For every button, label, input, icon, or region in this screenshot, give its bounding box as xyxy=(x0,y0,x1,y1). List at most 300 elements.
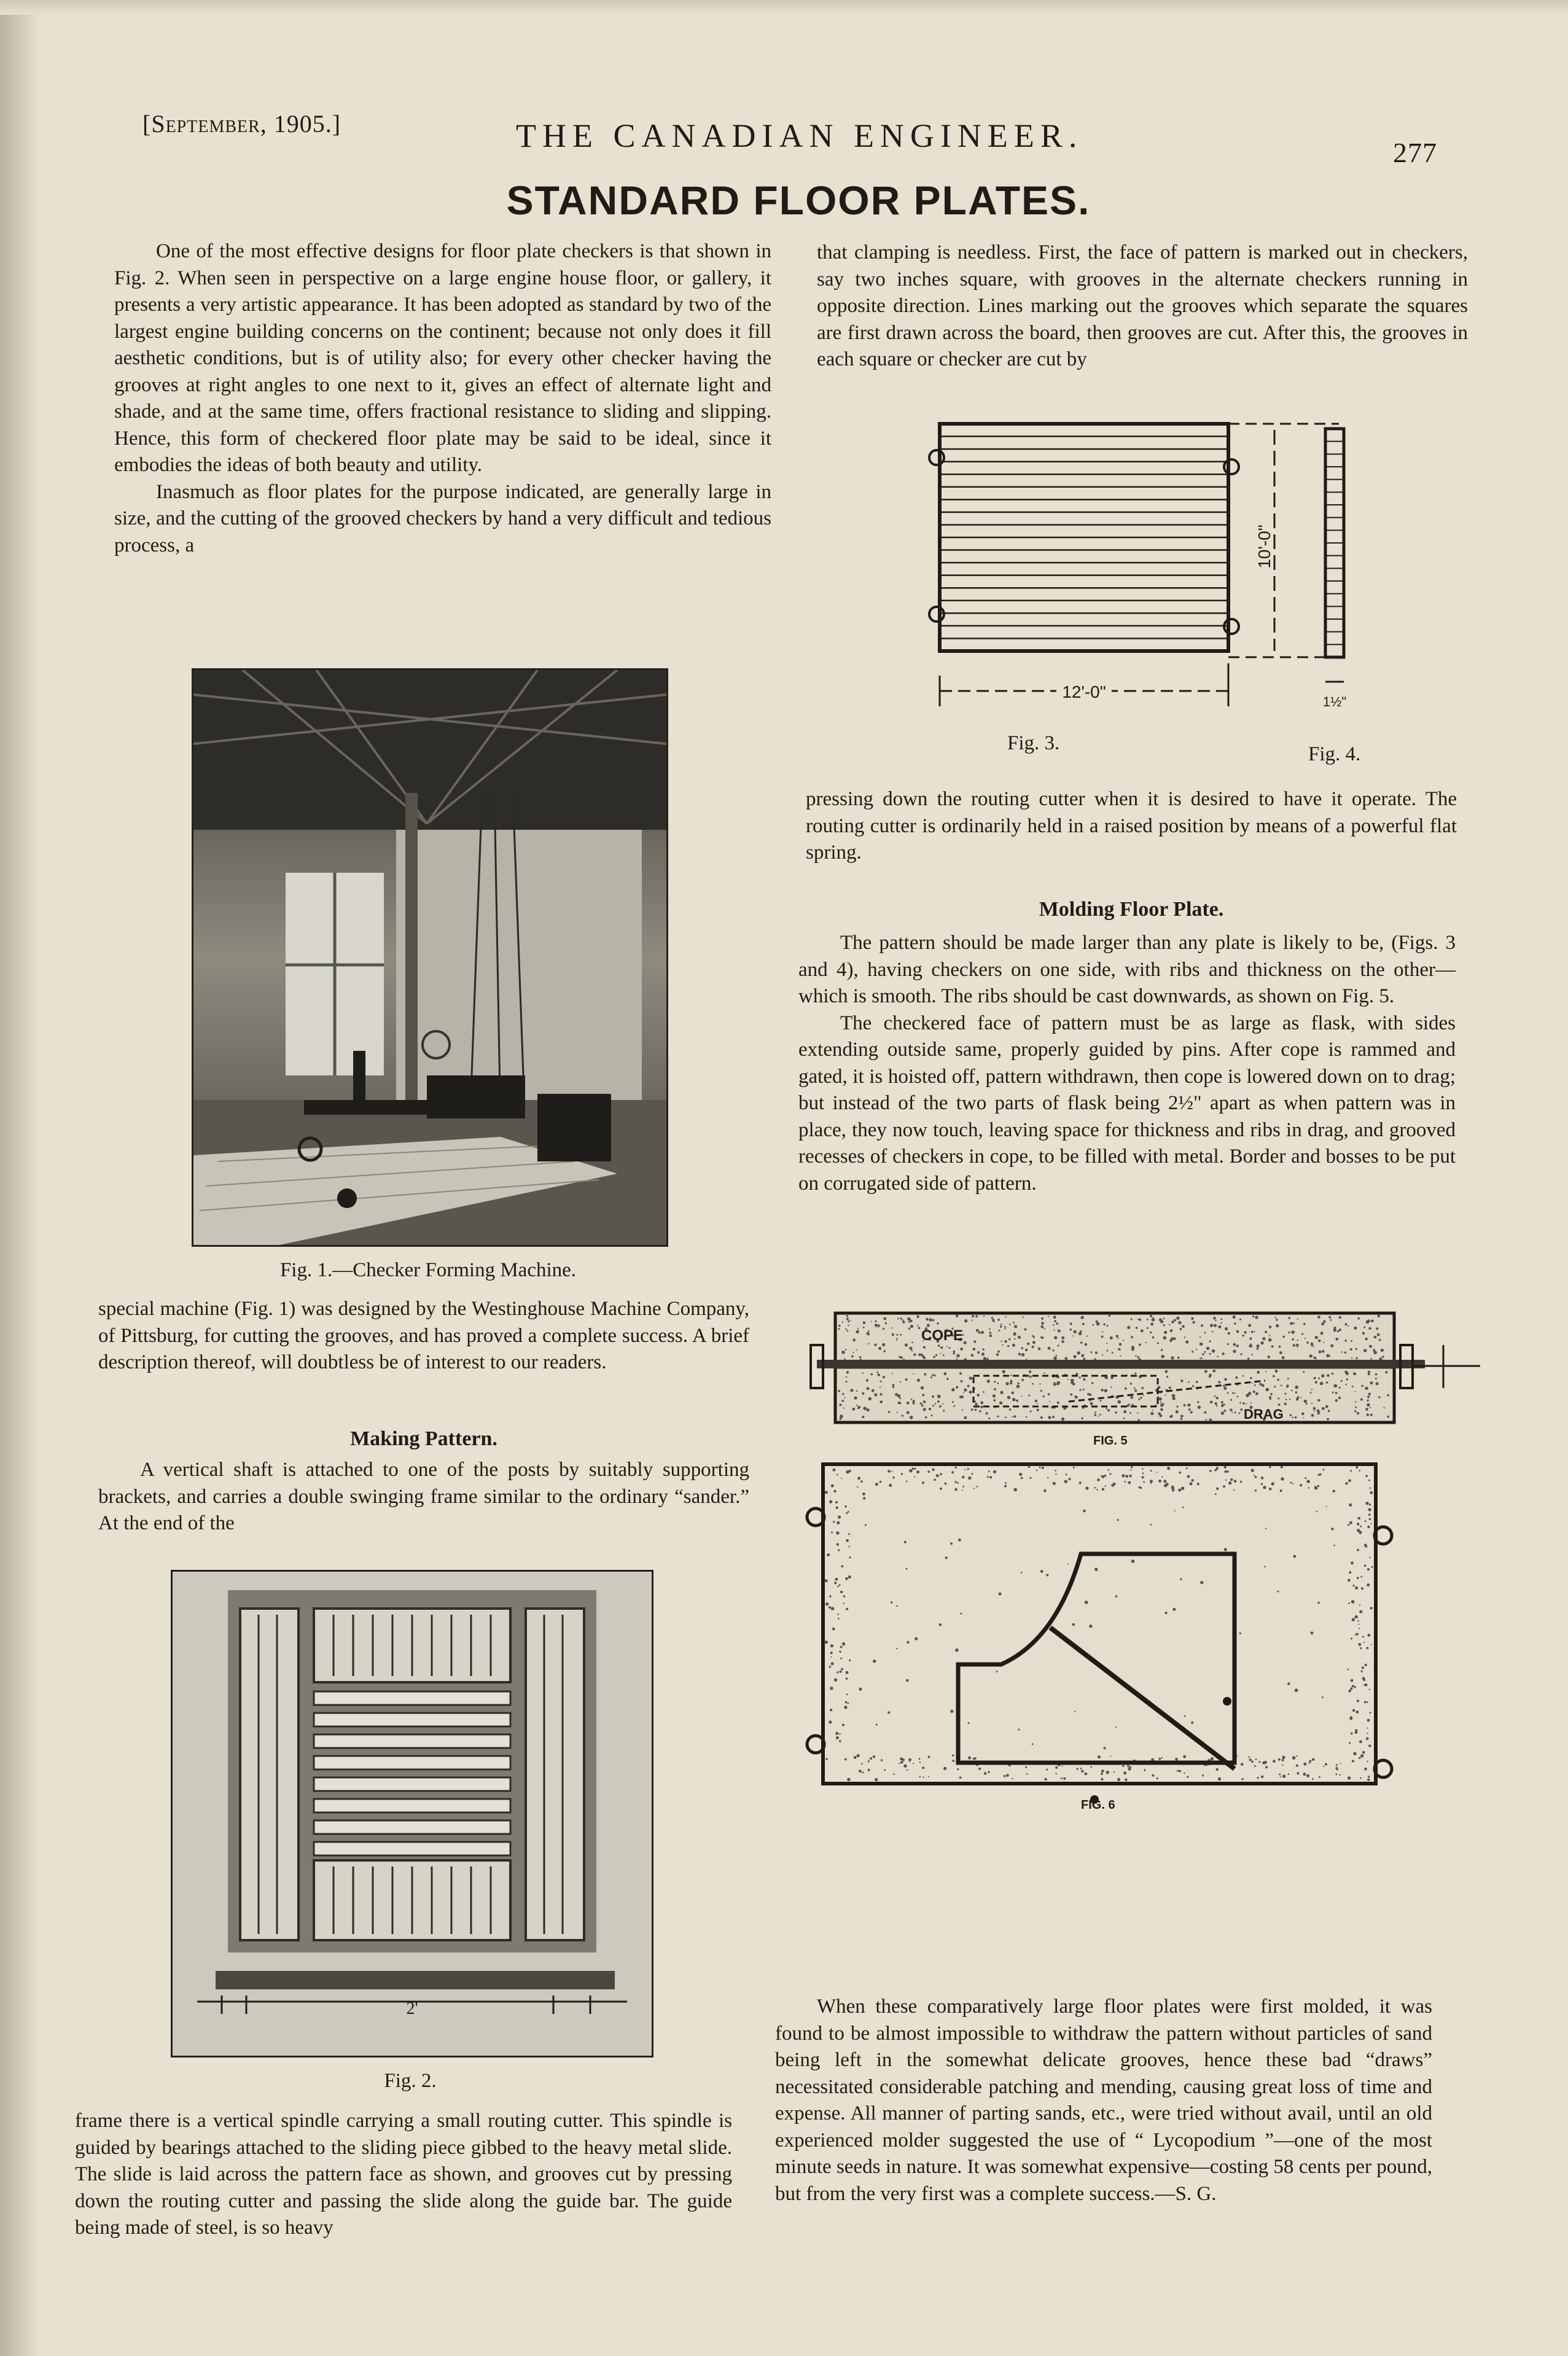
sand-dot xyxy=(1135,1355,1137,1357)
sand-dot xyxy=(1101,1335,1104,1338)
sand-dot xyxy=(1116,1335,1119,1338)
sand-dot xyxy=(1359,1610,1362,1613)
sand-dot xyxy=(1370,1712,1371,1714)
sand-dot xyxy=(1358,1624,1359,1625)
sand-dot xyxy=(1357,1699,1359,1702)
sand-dot xyxy=(844,1706,847,1709)
sand-dot xyxy=(1348,1690,1351,1693)
sand-dot xyxy=(831,1484,834,1488)
sand-dot xyxy=(1206,1419,1207,1421)
sand-dot xyxy=(837,1585,839,1587)
sand-dot xyxy=(888,1411,891,1413)
sand-dot xyxy=(900,1381,901,1383)
sand-dot xyxy=(1201,1324,1203,1327)
sand-dot xyxy=(873,1660,876,1663)
sand-dot xyxy=(1142,1468,1144,1470)
sand-dot xyxy=(1160,1408,1163,1411)
sand-dot xyxy=(868,1343,869,1344)
page-number: 277 xyxy=(1393,137,1437,168)
sand-dot xyxy=(1021,1347,1023,1349)
sand-dot xyxy=(1215,1493,1217,1495)
sand-dot xyxy=(1359,1628,1360,1629)
sand-dot xyxy=(1176,1410,1179,1413)
sand-dot xyxy=(937,1400,940,1403)
sand-dot xyxy=(904,1541,907,1543)
sand-dot xyxy=(838,1390,840,1392)
sand-dot xyxy=(1370,1491,1373,1494)
sand-dot xyxy=(848,1575,851,1578)
sand-dot xyxy=(1053,1324,1055,1326)
sand-dot xyxy=(971,1473,973,1475)
paragraph: One of the most effective designs for floor plate checkers is that shown in Fig. 2. When seen in perspective on a large engine house floor, or gallery, it presents a very artistic appearance. It has been adopted as standard by two of the largest engine building concerns on the continent; because not only does it fill aesthetic conditions, but is of utility also; for every other checker having the grooves at right angles to one next to it, gives an effect of alternate light and shade, and at the same time, offers fractional resistance to sliding and slipping. Hence, this form of checkered floor plate may be said to be ideal, since it embodies the ideas of both beauty and utility. xyxy=(114,240,771,476)
sand-dot xyxy=(1255,1489,1257,1491)
sand-dot xyxy=(956,1314,959,1317)
sand-dot xyxy=(1104,1389,1107,1392)
sand-dot xyxy=(906,1568,908,1570)
sand-dot xyxy=(1369,1518,1371,1521)
sand-dot xyxy=(1023,1317,1024,1318)
sand-dot xyxy=(857,1754,860,1757)
sand-dot xyxy=(1325,1405,1328,1408)
sand-dot xyxy=(1044,1328,1045,1329)
sand-dot xyxy=(1357,1577,1359,1579)
sand-dot xyxy=(825,1758,828,1760)
sand-dot xyxy=(1246,1394,1249,1397)
sand-dot xyxy=(1134,1373,1136,1375)
sand-dot xyxy=(1200,1581,1203,1584)
sand-dot xyxy=(1265,1371,1266,1372)
sand-dot xyxy=(1100,1475,1101,1476)
sand-dot xyxy=(1122,1765,1124,1767)
sand-dot xyxy=(1385,1371,1387,1373)
sand-dot xyxy=(883,1376,885,1378)
sand-dot xyxy=(846,1317,849,1320)
sand-dot xyxy=(1012,1344,1015,1347)
sand-dot xyxy=(1159,1397,1162,1400)
sand-dot xyxy=(1263,1486,1266,1489)
sand-dot xyxy=(867,1333,870,1336)
sand-dot xyxy=(1351,1340,1352,1342)
sand-dot xyxy=(1360,1526,1362,1527)
sand-dot xyxy=(1216,1397,1219,1399)
sand-dot xyxy=(915,1468,916,1470)
sand-dot xyxy=(837,1613,839,1615)
sand-dot xyxy=(875,1324,878,1327)
sand-dot xyxy=(1353,1585,1355,1586)
sand-dot xyxy=(846,1470,849,1474)
fig3-width-label: 12'-0" xyxy=(1062,682,1106,701)
sand-dot xyxy=(1098,1322,1099,1324)
sand-dot xyxy=(1351,1561,1354,1564)
sand-dot xyxy=(1360,1576,1362,1578)
sand-dot xyxy=(1327,1418,1329,1421)
sand-dot xyxy=(1143,1395,1144,1396)
sand-dot xyxy=(836,1507,838,1509)
sand-dot xyxy=(1210,1324,1213,1327)
sand-dot xyxy=(870,1757,872,1760)
sand-dot xyxy=(978,1331,981,1333)
sand-dot xyxy=(1081,1770,1083,1773)
sand-dot xyxy=(1137,1356,1139,1358)
sand-dot xyxy=(996,1671,998,1672)
sand-dot xyxy=(1357,1412,1359,1414)
sand-dot xyxy=(980,1406,983,1408)
subhead-making-pattern: Making Pattern. xyxy=(350,1427,497,1450)
sand-dot xyxy=(838,1328,840,1330)
sand-dot xyxy=(1248,1324,1251,1327)
sand-dot xyxy=(1185,1340,1188,1343)
sand-dot xyxy=(1141,1330,1144,1333)
sand-dot xyxy=(1001,1341,1002,1342)
sand-dot xyxy=(1012,1398,1016,1402)
sand-dot xyxy=(860,1480,863,1483)
sand-dot xyxy=(1376,1382,1379,1385)
sand-dot xyxy=(1375,1373,1378,1376)
sand-dot xyxy=(1284,1393,1286,1395)
sand-dot xyxy=(1240,1481,1242,1483)
sand-dot xyxy=(1345,1482,1348,1484)
sand-dot xyxy=(1277,1591,1279,1593)
sand-dot xyxy=(1363,1642,1365,1643)
sand-dot xyxy=(863,1327,865,1328)
sand-dot xyxy=(1228,1332,1230,1335)
sand-dot xyxy=(1145,1342,1147,1343)
sand-dot xyxy=(1303,1763,1306,1766)
sand-dot xyxy=(1165,1612,1168,1614)
sand-dot xyxy=(1156,1472,1158,1473)
sand-dot xyxy=(898,1402,901,1405)
sand-dot xyxy=(1292,1756,1296,1760)
sand-dot xyxy=(952,1760,954,1762)
sand-dot xyxy=(1053,1482,1056,1485)
sand-dot xyxy=(1061,1336,1064,1340)
sand-dot xyxy=(1306,1341,1309,1344)
sand-dot xyxy=(1115,1411,1117,1414)
sand-dot xyxy=(913,1373,915,1375)
sand-dot xyxy=(859,1356,861,1358)
sand-dot xyxy=(906,1679,909,1682)
sand-dot xyxy=(1328,1410,1330,1412)
sand-dot xyxy=(917,1379,920,1382)
sand-dot xyxy=(989,1328,991,1330)
sand-dot xyxy=(1288,1773,1290,1775)
sand-dot xyxy=(971,1354,974,1357)
sand-dot xyxy=(939,1623,942,1626)
paragraph: special machine (Fig. 1) was designed by the Westinghouse Machine Company, of Pittsburg, for cutting the grooves, and has proved a complete success. A brief description thereof, will doubtless be of interest to our readers. xyxy=(98,1298,749,1373)
sand-dot xyxy=(1021,1353,1024,1356)
sand-dot xyxy=(1039,1467,1041,1469)
sand-dot xyxy=(1367,1395,1370,1398)
sand-dot xyxy=(1230,1478,1233,1481)
sand-dot xyxy=(983,1316,985,1317)
sand-dot xyxy=(1197,1483,1199,1485)
sand-dot xyxy=(937,1395,941,1398)
sand-dot xyxy=(1350,1470,1352,1472)
sand-dot xyxy=(854,1756,857,1759)
sand-dot xyxy=(1368,1508,1371,1511)
sand-dot xyxy=(1239,1319,1241,1320)
sand-dot xyxy=(1235,1392,1236,1394)
sand-dot xyxy=(968,1722,970,1724)
sand-dot xyxy=(1009,1408,1012,1411)
sand-dot xyxy=(1160,1402,1162,1403)
sand-dot xyxy=(1247,1357,1250,1360)
sand-dot xyxy=(1061,1777,1063,1779)
sand-dot xyxy=(830,1687,833,1690)
sand-dot xyxy=(1368,1327,1371,1330)
sand-dot xyxy=(841,1478,842,1479)
sand-dot xyxy=(1368,1393,1371,1396)
sand-dot xyxy=(1204,1370,1207,1373)
sand-dot xyxy=(1036,1470,1038,1472)
sand-dot xyxy=(1365,1664,1367,1666)
sand-dot xyxy=(1252,1316,1254,1317)
sand-dot xyxy=(1212,1349,1215,1353)
sand-dot xyxy=(1106,1408,1107,1410)
sand-dot xyxy=(1269,1466,1271,1468)
sand-dot xyxy=(1371,1566,1373,1568)
sand-dot xyxy=(1180,1379,1183,1382)
sand-dot xyxy=(1073,1467,1075,1469)
sand-dot xyxy=(1163,1317,1165,1319)
sand-dot xyxy=(987,1379,990,1383)
sand-dot xyxy=(1288,1317,1290,1319)
sand-dot xyxy=(1055,1470,1056,1472)
sand-dot xyxy=(1367,1568,1370,1570)
sand-dot xyxy=(1099,1414,1101,1416)
sand-dot xyxy=(988,1771,989,1773)
sand-dot xyxy=(1233,1316,1236,1319)
sand-dot xyxy=(1046,1574,1048,1577)
sand-dot xyxy=(1346,1378,1348,1380)
sand-dot xyxy=(977,1351,980,1354)
sand-dot xyxy=(1296,1344,1298,1346)
sand-dot xyxy=(839,1584,841,1586)
sand-dot xyxy=(997,1416,999,1418)
sand-dot xyxy=(1107,1350,1109,1352)
sand-dot xyxy=(1227,1343,1229,1345)
sand-dot xyxy=(978,1768,981,1770)
sand-dot xyxy=(913,1763,914,1764)
sand-dot xyxy=(1182,1325,1185,1328)
sand-dot xyxy=(1150,1412,1153,1415)
sand-dot xyxy=(1018,1729,1020,1731)
sand-dot xyxy=(1118,1348,1119,1349)
sand-dot xyxy=(986,1358,989,1360)
sand-dot xyxy=(962,1409,963,1410)
sand-dot xyxy=(1041,1317,1043,1320)
sand-dot xyxy=(1328,1316,1331,1319)
sand-dot xyxy=(1356,1710,1359,1714)
sand-dot xyxy=(1322,1407,1325,1410)
sand-dot xyxy=(1131,1348,1134,1351)
sand-dot xyxy=(1366,1737,1368,1739)
sand-dot xyxy=(852,1352,854,1353)
sand-dot xyxy=(1231,1412,1233,1413)
sand-dot xyxy=(829,1606,831,1609)
sand-dot xyxy=(1341,1351,1343,1352)
sand-dot xyxy=(1363,1684,1365,1685)
sand-dot xyxy=(1240,1408,1242,1411)
sand-dot xyxy=(1161,1757,1163,1758)
sand-dot xyxy=(1074,1330,1077,1333)
sand-dot xyxy=(979,1410,981,1413)
sand-dot xyxy=(1317,1316,1320,1319)
sand-dot xyxy=(829,1720,832,1723)
sand-dot xyxy=(1002,1344,1004,1346)
fig1-photo xyxy=(192,668,668,1247)
sand-dot xyxy=(1351,1733,1353,1735)
sand-dot xyxy=(1250,1377,1252,1379)
sand-dot xyxy=(1180,1414,1184,1418)
sand-dot xyxy=(1008,1338,1010,1340)
sand-dot xyxy=(1007,1345,1009,1347)
sand-dot xyxy=(1140,1397,1142,1399)
sand-dot xyxy=(1115,1595,1118,1597)
sand-dot xyxy=(891,1327,892,1328)
sand-dot xyxy=(950,1710,953,1713)
sand-dot xyxy=(1323,1320,1326,1323)
sand-dot xyxy=(1009,1324,1011,1325)
sand-dot xyxy=(1257,1344,1260,1348)
sand-dot xyxy=(1062,1766,1063,1767)
sand-dot xyxy=(1184,1715,1186,1717)
sand-dot xyxy=(887,1711,890,1714)
sand-dot xyxy=(1072,1335,1074,1336)
sand-dot xyxy=(936,1474,939,1477)
sand-dot xyxy=(1252,1383,1253,1384)
sand-dot xyxy=(1271,1345,1274,1348)
sand-dot xyxy=(933,1356,935,1359)
sand-dot xyxy=(1082,1323,1085,1325)
sand-dot xyxy=(1242,1778,1244,1780)
sand-dot xyxy=(891,1601,892,1603)
sand-dot xyxy=(1344,1352,1346,1354)
sand-dot xyxy=(1199,1336,1201,1338)
sand-dot xyxy=(1360,1754,1363,1757)
sand-dot xyxy=(1209,1419,1212,1422)
article-title: STANDARD FLOOR PLATES. xyxy=(506,177,1091,223)
sand-dot xyxy=(874,1344,876,1346)
sand-dot xyxy=(1308,1487,1310,1489)
fig5-caption: FIG. 5 xyxy=(1093,1434,1128,1448)
sand-dot xyxy=(1288,1332,1290,1333)
sand-dot xyxy=(999,1593,1002,1596)
sand-dot xyxy=(889,1484,892,1487)
sand-dot xyxy=(1216,1467,1218,1469)
sand-dot xyxy=(1103,1324,1106,1326)
sand-dot xyxy=(892,1476,894,1478)
sand-dot xyxy=(1182,1507,1184,1508)
sand-dot xyxy=(1081,1418,1083,1419)
sand-dot xyxy=(1070,1394,1072,1396)
right-column-middle xyxy=(806,786,1457,867)
sand-dot xyxy=(1139,1343,1141,1346)
sand-dot xyxy=(1265,1528,1266,1529)
paragraph: When these comparatively large floor plates were first molded, it was found to be almost impossible to withdraw the pattern without particles of sand being left in the somewhat delicate grooves, hence these bad “draws” necessitated considerable patching and mending, causing great loss of time and expense. All manner of parting sands, etc., were tried without avail, until an old experienced molder suggested the use of “ Lycopodium ”—one of the most minute seeds in nature. It was somewhat expensive—costing 58 cents per pound, but from the very first was a complete success.—S. G. xyxy=(775,1995,1432,2205)
sand-dot xyxy=(1028,1465,1031,1468)
sand-dot xyxy=(1235,1376,1238,1379)
sand-dot xyxy=(1054,1320,1056,1322)
sand-dot xyxy=(1318,1474,1320,1476)
sand-dot xyxy=(1363,1349,1367,1352)
sand-dot xyxy=(880,1381,882,1383)
sand-dot xyxy=(1197,1401,1199,1403)
sand-dot xyxy=(1350,1348,1352,1351)
sand-dot xyxy=(1041,1322,1044,1325)
sand-dot xyxy=(1150,1470,1152,1472)
sand-dot xyxy=(1223,1485,1225,1488)
sand-dot xyxy=(1363,1327,1365,1328)
sand-dot xyxy=(1013,1415,1016,1418)
sand-dot xyxy=(1368,1480,1370,1481)
sand-dot xyxy=(831,1662,834,1665)
sand-dot xyxy=(1355,1634,1357,1636)
sand-dot xyxy=(1359,1643,1362,1646)
sand-dot xyxy=(1270,1393,1273,1395)
sand-dot xyxy=(1318,1340,1321,1343)
svg-text:2': 2' xyxy=(406,1999,418,2018)
sand-dot xyxy=(856,1330,859,1333)
sand-dot xyxy=(827,1554,829,1556)
sand-dot xyxy=(962,1476,964,1478)
sand-dot xyxy=(1305,1477,1306,1479)
sand-dot xyxy=(1323,1342,1324,1343)
sand-dot xyxy=(1104,1747,1106,1749)
sand-dot xyxy=(1316,1511,1317,1512)
sand-dot xyxy=(1290,1482,1292,1484)
sand-dot xyxy=(942,1403,943,1405)
sand-dot xyxy=(919,1776,921,1778)
sand-dot xyxy=(917,1325,918,1326)
sand-dot xyxy=(1248,1757,1250,1758)
sand-dot xyxy=(909,1347,912,1350)
sand-dot xyxy=(838,1325,841,1327)
sand-dot xyxy=(1188,1381,1190,1383)
sand-dot xyxy=(1167,1467,1170,1470)
sand-dot xyxy=(834,1678,837,1681)
sand-dot xyxy=(1254,1765,1256,1767)
sand-dot xyxy=(946,1346,948,1348)
sand-dot xyxy=(839,1740,841,1742)
sand-dot xyxy=(1142,1472,1144,1474)
sand-dot xyxy=(1000,1324,1002,1325)
sand-dot xyxy=(1193,1321,1195,1324)
sand-dot xyxy=(829,1595,832,1597)
sand-dot xyxy=(943,1410,945,1411)
sand-dot xyxy=(845,1701,848,1704)
sand-dot xyxy=(912,1467,915,1470)
sand-dot xyxy=(1255,1392,1258,1395)
sand-dot xyxy=(1287,1682,1290,1685)
sand-dot xyxy=(1037,1403,1038,1404)
sand-dot xyxy=(1257,1371,1260,1374)
sand-dot xyxy=(1098,1416,1099,1417)
sand-dot xyxy=(1340,1763,1341,1765)
sand-dot xyxy=(1326,1506,1327,1507)
sand-dot xyxy=(1021,1477,1023,1480)
sand-dot xyxy=(1072,1383,1075,1385)
sand-dot xyxy=(1170,1329,1173,1332)
left-column-lower xyxy=(98,1457,749,1537)
sand-dot xyxy=(856,1405,858,1406)
sand-dot xyxy=(1365,1475,1368,1477)
sand-dot xyxy=(1371,1319,1374,1322)
sand-dot xyxy=(927,1324,930,1327)
sand-dot xyxy=(1223,1404,1225,1406)
sand-dot xyxy=(840,1671,842,1673)
sand-dot xyxy=(1362,1666,1364,1669)
